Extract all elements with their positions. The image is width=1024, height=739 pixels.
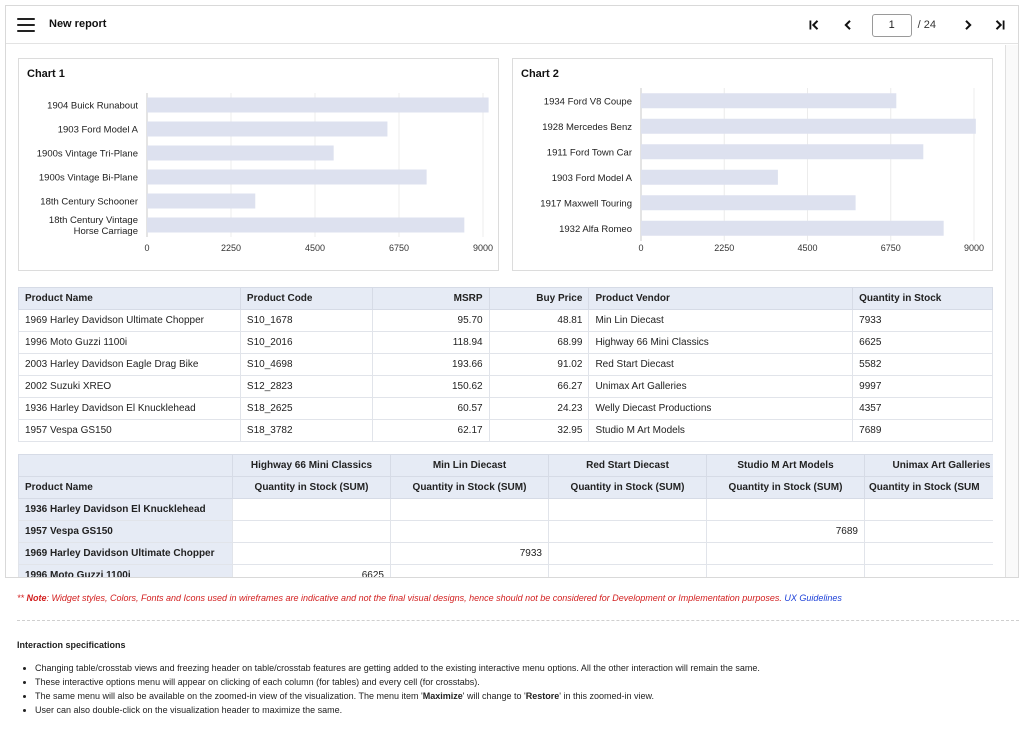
table-cell[interactable]: S10_2016 (240, 332, 372, 354)
crosstab-row-label[interactable]: 1996 Moto Guzzi 1100i (19, 565, 233, 579)
crosstab-measure-header[interactable]: Quantity in Stock (SUM) (549, 477, 707, 499)
category-label: 1928 Mercedes Benz (542, 121, 632, 133)
note-label: Note (26, 593, 47, 603)
x-tick-label: 6750 (880, 243, 901, 253)
crosstab-row (19, 499, 994, 521)
table-row[interactable] (19, 310, 993, 332)
table-cell[interactable]: 7689 (853, 420, 993, 442)
bar[interactable] (641, 170, 778, 185)
table-cell[interactable]: 32.95 (489, 420, 589, 442)
table-cell[interactable]: 118.94 (372, 332, 489, 354)
crosstab (18, 454, 993, 578)
table-cell[interactable]: 150.62 (372, 376, 489, 398)
table-cell[interactable]: 62.17 (372, 420, 489, 442)
table-cell[interactable]: S10_4698 (240, 354, 372, 376)
table-cell[interactable]: S12_2823 (240, 376, 372, 398)
category-label: 1932 Alfa Romeo (559, 223, 632, 235)
x-tick-label: 2250 (714, 243, 735, 253)
x-tick-label: 9000 (472, 243, 494, 253)
table-body (19, 310, 993, 442)
page-total: / 24 (917, 19, 936, 31)
vertical-scrollbar[interactable] (1005, 45, 1018, 578)
spec-item-text: These interactive options menu will appear on clicking of each column (for tables) and every cell (for crosstabs). (35, 677, 480, 687)
bar[interactable] (641, 221, 944, 236)
table-header-row (19, 288, 993, 310)
table-cell[interactable]: 24.23 (489, 398, 589, 420)
bar[interactable] (147, 122, 387, 137)
crosstab-cell[interactable] (549, 565, 707, 579)
category-label: 18th Century Vintage (48, 215, 138, 226)
crosstab-cell[interactable] (707, 543, 865, 565)
spec-title: Interaction specifications (17, 640, 126, 650)
x-tick-label: 0 (144, 243, 150, 253)
table-cell[interactable]: Unimax Art Galleries (589, 376, 853, 398)
crosstab-cell[interactable] (549, 499, 707, 521)
crosstab-cell[interactable]: 7689 (707, 521, 865, 543)
spec-item-text: User can also double-click on the visualization header to maximize the same. (35, 705, 343, 715)
crosstab-row-label[interactable]: 1936 Harley Davidson El Knucklehead (19, 499, 233, 521)
bar[interactable] (641, 119, 976, 134)
table-row[interactable] (19, 398, 993, 420)
pagination (802, 13, 1012, 37)
chart-1-plot (19, 59, 500, 272)
crosstab-measure-row (19, 477, 994, 499)
crosstab-body (19, 499, 994, 579)
table-cell[interactable]: 7933 (853, 310, 993, 332)
spec-item (35, 676, 1015, 690)
bar[interactable] (147, 170, 427, 185)
bar[interactable] (147, 98, 489, 113)
crosstab-cell[interactable] (865, 499, 994, 521)
column-header-product-code[interactable]: Product Code (240, 288, 372, 310)
crosstab-vendor-header[interactable]: Min Lin Diecast (391, 455, 549, 477)
bar[interactable] (147, 194, 255, 209)
category-label: 1934 Ford V8 Coupe (543, 96, 632, 108)
table-cell[interactable]: Red Start Diecast (589, 354, 853, 376)
table-cell[interactable]: S18_3782 (240, 420, 372, 442)
table-cell[interactable]: 1996 Moto Guzzi 1100i (19, 332, 241, 354)
chart-2-plot (513, 59, 994, 272)
ux-guidelines-link[interactable]: UX Guidelines (784, 593, 842, 603)
spec-item (35, 662, 1015, 676)
crosstab-measure-header[interactable]: Quantity in Stock (SUM) (707, 477, 865, 499)
spec-item (35, 704, 1015, 718)
table-row[interactable] (19, 420, 993, 442)
table-cell[interactable]: 48.81 (489, 310, 589, 332)
spec-item-emphasis: Maximize (422, 691, 463, 701)
table-cell[interactable]: 193.66 (372, 354, 489, 376)
bar[interactable] (641, 144, 923, 159)
table-cell[interactable]: Min Lin Diecast (589, 310, 853, 332)
crosstab-row (19, 565, 994, 579)
report-title: New report (49, 18, 107, 30)
x-tick-label: 6750 (388, 243, 410, 253)
crosstab-cell[interactable]: 6625 (233, 565, 391, 579)
bar[interactable] (641, 195, 856, 210)
chart-1-title[interactable]: Chart 1 (27, 68, 65, 80)
category-label: 1904 Buick Runabout (47, 100, 138, 112)
crosstab-cell[interactable] (707, 499, 865, 521)
crosstab-cell[interactable] (865, 565, 994, 579)
note-text: : Widget styles, Colors, Fonts and Icons used in wireframes are indicative and not the final visual designs, hence should not be considered for Development or Implementation purposes. (46, 593, 785, 603)
report-content (6, 45, 1006, 578)
category-label: Horse Carriage (73, 226, 138, 237)
crosstab-cell[interactable] (549, 521, 707, 543)
column-header-product-vendor[interactable]: Product Vendor (589, 288, 853, 310)
crosstab-measure-header[interactable]: Quantity in Stock (SUM (865, 477, 994, 499)
crosstab-cell[interactable] (391, 565, 549, 579)
crosstab-cell[interactable] (391, 499, 549, 521)
spec-item-text: ' in this zoomed-in view. (559, 691, 655, 701)
spec-item (35, 690, 1015, 704)
table-cell[interactable]: 91.02 (489, 354, 589, 376)
wireframe-note (17, 593, 842, 603)
category-label: 1900s Vintage Tri-Plane (36, 148, 138, 160)
spec-item-text: The same menu will also be available on the zoomed-in view of the visualization. The menu item ' (35, 691, 423, 701)
table-cell[interactable]: 1936 Harley Davidson El Knucklehead (19, 398, 241, 420)
category-label: 1903 Ford Model A (57, 124, 138, 136)
spec-item-text: Changing table/crosstab views and freezing header on table/crosstab features are getting added to the existing interactive menu options. All the other interaction will remain the same. (35, 663, 760, 673)
crosstab-cell[interactable] (865, 543, 994, 565)
crosstab-cell[interactable] (707, 565, 865, 579)
table-cell[interactable]: 2003 Harley Davidson Eagle Drag Bike (19, 354, 241, 376)
note-prefix: ** (17, 593, 27, 603)
column-header-msrp[interactable]: MSRP (372, 288, 489, 310)
crosstab-vendor-header[interactable]: Studio M Art Models (707, 455, 865, 477)
category-label: 1917 Maxwell Touring (540, 198, 632, 210)
table-cell[interactable]: 60.57 (372, 398, 489, 420)
crosstab-row-label[interactable]: 1969 Harley Davidson Ultimate Chopper (19, 543, 233, 565)
crosstab-row-label[interactable]: 1957 Vespa GS150 (19, 521, 233, 543)
column-header-buy-price[interactable]: Buy Price (489, 288, 589, 310)
bar[interactable] (147, 218, 464, 233)
crosstab-cell[interactable] (391, 521, 549, 543)
table-cell[interactable]: 68.99 (489, 332, 589, 354)
section-divider (17, 620, 1019, 621)
crosstab-vendor-header[interactable]: Red Start Diecast (549, 455, 707, 477)
table-cell[interactable]: Highway 66 Mini Classics (589, 332, 853, 354)
table-cell[interactable]: 1957 Vespa GS150 (19, 420, 241, 442)
chart-card-2[interactable] (512, 58, 993, 271)
category-label: 18th Century Schooner (40, 196, 138, 208)
table-row[interactable] (19, 332, 993, 354)
x-tick-label: 0 (638, 243, 644, 253)
page-number-input[interactable] (872, 14, 912, 37)
crosstab-vendor-row (19, 455, 994, 477)
hamburger-icon[interactable] (17, 18, 35, 31)
crosstab-row-header[interactable]: Product Name (19, 477, 233, 499)
chart-2-title[interactable]: Chart 2 (521, 68, 559, 80)
bar[interactable] (147, 146, 334, 161)
crosstab-row (19, 521, 994, 543)
bar[interactable] (641, 93, 896, 108)
table-cell[interactable]: Welly Diecast Productions (589, 398, 853, 420)
prev-page-icon[interactable] (836, 13, 860, 37)
report-frame (5, 5, 1019, 578)
crosstab-cell[interactable] (233, 521, 391, 543)
spec-item-emphasis: Restore (525, 691, 560, 701)
chart-card-1[interactable] (18, 58, 499, 271)
table-cell[interactable]: 1969 Harley Davidson Ultimate Chopper (19, 310, 241, 332)
table-cell[interactable]: 2002 Suzuki XREO (19, 376, 241, 398)
x-tick-label: 4500 (797, 243, 818, 253)
table-row[interactable] (19, 376, 993, 398)
table-cell[interactable]: 95.70 (372, 310, 489, 332)
column-header-quantity[interactable]: Quantity in Stock (853, 288, 993, 310)
product-table (18, 287, 993, 442)
top-bar (6, 6, 1018, 44)
crosstab-corner (19, 455, 233, 477)
category-label: 1911 Ford Town Car (546, 147, 632, 159)
table-cell[interactable]: Studio M Art Models (589, 420, 853, 442)
table-cell[interactable]: S10_1678 (240, 310, 372, 332)
category-label: 1903 Ford Model A (551, 172, 632, 184)
column-header-product-name[interactable]: Product Name (19, 288, 241, 310)
crosstab-cell[interactable] (233, 543, 391, 565)
crosstab-cell[interactable] (233, 499, 391, 521)
crosstab-vendor-header[interactable]: Unimax Art Galleries (865, 455, 994, 477)
crosstab-cell[interactable] (549, 543, 707, 565)
table-row[interactable] (19, 354, 993, 376)
first-page-icon[interactable] (802, 13, 826, 37)
x-tick-label: 2250 (220, 243, 242, 253)
x-tick-label: 4500 (304, 243, 326, 253)
table-cell[interactable]: 4357 (853, 398, 993, 420)
table-cell[interactable]: S18_2625 (240, 398, 372, 420)
last-page-icon[interactable] (988, 13, 1012, 37)
crosstab-row (19, 543, 994, 565)
crosstab-cell[interactable] (865, 521, 994, 543)
x-tick-label: 9000 (963, 243, 985, 253)
spec-list (35, 662, 1015, 718)
crosstab-cell[interactable]: 7933 (391, 543, 549, 565)
table-cell[interactable]: 66.27 (489, 376, 589, 398)
crosstab-measure-header[interactable]: Quantity in Stock (SUM) (233, 477, 391, 499)
spec-item-text: ' will change to ' (462, 691, 526, 701)
table-cell[interactable]: 5582 (853, 354, 993, 376)
crosstab-measure-header[interactable]: Quantity in Stock (SUM) (391, 477, 549, 499)
table-cell[interactable]: 9997 (853, 376, 993, 398)
crosstab-vendor-header[interactable]: Highway 66 Mini Classics (233, 455, 391, 477)
table-cell[interactable]: 6625 (853, 332, 993, 354)
next-page-icon[interactable] (956, 13, 980, 37)
crosstab-container (18, 454, 993, 578)
category-label: 1900s Vintage Bi-Plane (38, 172, 138, 184)
